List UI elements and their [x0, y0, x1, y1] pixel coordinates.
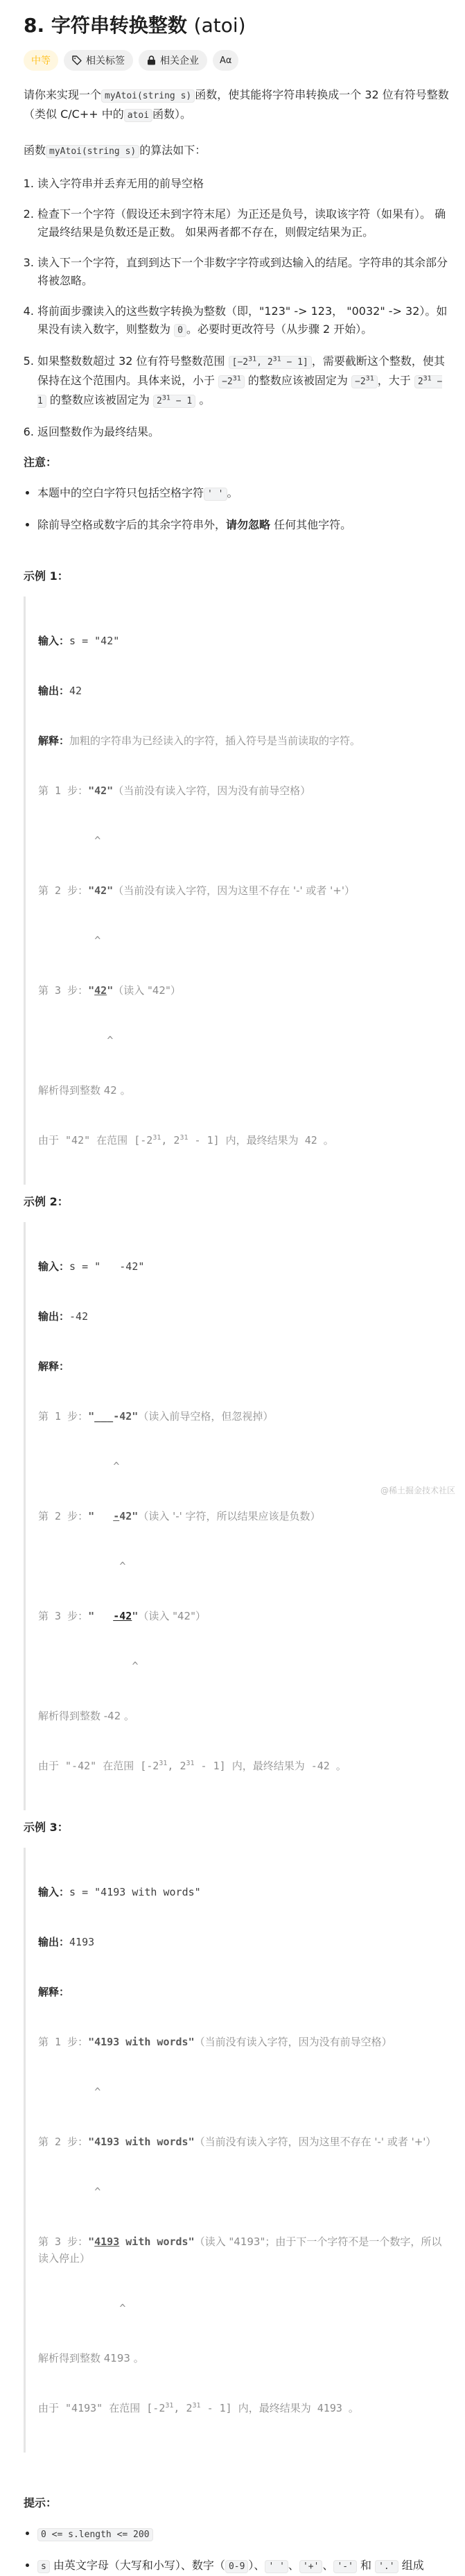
- example-3-block: 输入：s = "4193 with words" 输出：4193 解释： 第 1 步："4193 with words"（当前没有读入字符，因为没有前导空格） ^ 第 2 步："4193 with words"（当前没有读入字符，因为这里不存在 '-' 或者 '+'） ^ 第 3 步："4193 with words"（读入 "4193"；由于下一个字符不是一个数字，所以读入停止） ^ 解析得到整数 4193 。 由于 "4193" 在范围 [$-2^{31}$, $2^{31} - 1$] 内，最终结果为 4193 。: [24, 1848, 450, 2453]
- page-title: [24, 12, 450, 39]
- inline-code: s: [37, 2560, 50, 2573]
- step-item: 6. 返回整数作为最终结果。: [37, 423, 450, 441]
- translate-font-icon: Aα: [220, 55, 232, 66]
- step-item: 2. 检查下一个字符（假设还未到字符末尾）为正还是负号，读取该字符（如果有）。 确定最终结果是负数还是正数。 如果两者都不存在，则假定结果为正。: [37, 205, 450, 241]
- step-item: 3. 读入下一个字符，直到到达下一个非数字字符或到达输入的结尾。字符串的其余部分将被忽略。: [37, 254, 450, 290]
- intro-paragraph-1: 请你来实现一个 myAtoi(string s) 函数，使其能将字符串转换成一个 32 位有符号整数（类似 C/C++ 中的 atoi 函数）。: [24, 88, 449, 121]
- example-1-block: 输入：s = "42" 输出：42 解释：加粗的字符串为已经读入的字符，插入符号是当前读取的字符。 第 1 步："42"（当前没有读入字符，因为没有前导空格） ^ 第 2 步："42"（当前没有读入字符，因为这里不存在 '-' 或者 '+'） ^ 第 3 步："42"（读入 "42"） ^ 解析得到整数 42 。 由于 "42" 在范围 [$-2^{31}$, $2^{31} - 1$] 内，最终结果为 42 。: [24, 596, 450, 1185]
- inline-code: 0 <= s.length <= 200: [37, 2528, 153, 2541]
- lock-icon: [147, 55, 156, 65]
- range-code: [$-2^{31}$, $2^{31} - 1$]: [229, 356, 312, 369]
- example-2-heading: 示例 2：: [24, 1195, 69, 1208]
- tag-bar: [24, 50, 450, 71]
- inline-code: myAtoi(string s): [101, 89, 195, 103]
- watermark: @稀土掘金技术社区: [380, 1486, 455, 1495]
- inline-code: $2^{31} - 1$: [37, 375, 443, 406]
- topics-tag-button[interactable]: 相关标签: [64, 50, 133, 71]
- note-heading: 注意：: [24, 456, 58, 469]
- inline-code: atoi: [124, 109, 152, 122]
- inline-code: $-2^{31}$: [218, 375, 245, 388]
- companies-tag-button[interactable]: 相关企业: [139, 50, 207, 71]
- problem-title-en: (atoi): [193, 14, 246, 37]
- example-3-heading: 示例 3：: [24, 1821, 69, 1834]
- inline-code: $2^{31} - 1$: [153, 395, 195, 408]
- inline-code: 0: [174, 324, 186, 337]
- step-item: 4. 将前面步骤读入的这些数字转换为整数（即，"123" -> 123， "0032" -> 32）。如果没有读入数字，则整数为 0 。必要时更改符号（从步骤 2 开始）。: [37, 302, 450, 340]
- hints-heading: 提示：: [24, 2496, 58, 2509]
- hint-item: • s 由英文字母（大写和小写）、数字（ 0-9 ）、 ' ' 、 '+' 、 '-' 和 '.' 组成: [37, 2557, 450, 2576]
- hints-list: [24, 2525, 450, 2576]
- inline-code: myAtoi(string s): [46, 145, 139, 158]
- algorithm-steps: [24, 175, 450, 441]
- inline-code: ' ': [204, 488, 227, 501]
- font-size-button[interactable]: [213, 50, 238, 71]
- hint-item: [37, 2525, 450, 2544]
- note-item: • 本题中的空白字符只包括空格字符 ' ' 。: [37, 484, 450, 504]
- problem-title-zh: 字符串转换整数: [51, 14, 187, 37]
- example-2-block: 输入：s = " -42" 输出：-42 解释： 第 1 步："___-42"（读入前导空格，但忽视掉） ^ 第 2 步：" -42"（读入 '-' 字符，所以结果应该是负数） ^ 第 3 步：" -42"（读入 "42"） ^ 解析得到整数 -42 。 由于 "-42" 在范围 [$-2^{31}$, $2^{31} - 1$] 内，最终结果为 -42 。: [24, 1222, 450, 1810]
- intro-paragraph-2: 函数 myAtoi(string s) 的算法如下：: [24, 144, 207, 157]
- tag-icon: [72, 55, 82, 65]
- example-1-heading: 示例 1：: [24, 569, 69, 583]
- problem-number: 8.: [24, 14, 45, 37]
- difficulty-badge[interactable]: 中等: [24, 50, 58, 71]
- step-item: 1. 读入字符串并丢弃无用的前导空格: [37, 175, 450, 193]
- inline-code: $-2^{31}$: [351, 375, 378, 388]
- note-item: • 除前导空格或数字后的其余字符串外，请勿忽略 任何其他字符。: [37, 516, 450, 534]
- note-list: [24, 484, 450, 534]
- step-item: 5. 如果整数数超过 32 位有符号整数范围 [$-2^{31}$, $2^{31} - 1$] ，需要截断这个整数，使其保持在这个范围内。具体来说，小于 $-2^{31}$ 的整数应该被固定为 $-2^{31}$ ，大于 $2^{31} - 1$ 的整数应该被固定为 $2^{31} - 1$ 。: [37, 352, 450, 411]
